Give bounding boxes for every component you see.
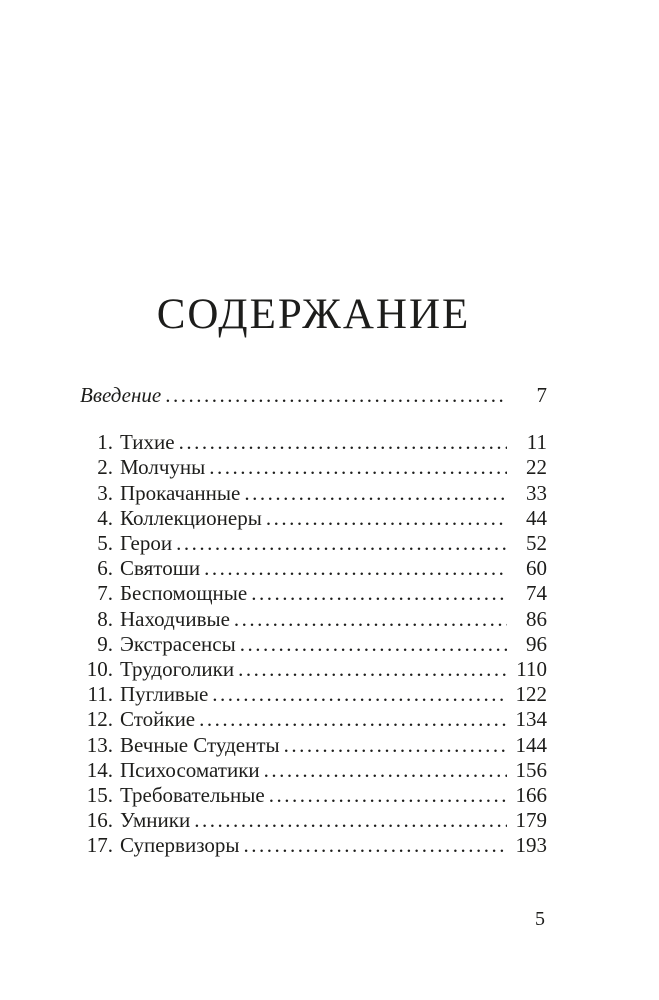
toc-entry-title: Супервизоры	[120, 833, 240, 858]
toc-entry	[80, 430, 547, 455]
toc-entry-page-number: 166	[515, 783, 547, 808]
toc-entry-page-number: 96	[526, 631, 547, 656]
toc-entry-number: 17.	[86, 833, 113, 858]
dot-leader	[165, 383, 507, 408]
toc-entry-title: Умники	[120, 808, 191, 833]
toc-entry	[80, 783, 547, 808]
toc-entry-title: Прокачанные	[120, 480, 241, 505]
toc-entry	[80, 632, 547, 657]
toc-entry-number: 14.	[86, 757, 113, 782]
toc-entry-title: Находчивые	[120, 606, 230, 631]
toc-entry-page-number: 134	[515, 707, 547, 732]
toc-entry-number: 4.	[97, 505, 113, 530]
toc-entry-number: 10.	[86, 657, 113, 682]
toc-entry-number: 1.	[97, 430, 113, 455]
toc-entry-number: 13.	[86, 732, 113, 757]
toc-entry-page-number: 179	[515, 808, 547, 833]
toc-entry-title: Экстрасенсы	[120, 631, 236, 656]
toc-entry	[80, 481, 547, 506]
dot-leader	[209, 455, 507, 480]
toc-entry-number: 3.	[97, 480, 113, 505]
toc-entry	[80, 506, 547, 531]
page-number: 5	[535, 908, 545, 930]
toc-entry-number: 2.	[97, 455, 113, 480]
dot-leader	[212, 682, 507, 707]
toc-entry-page-number: 144	[515, 732, 547, 757]
toc-entry-page-number: 44	[526, 505, 547, 530]
toc-entry	[80, 657, 547, 682]
dot-leader	[194, 808, 507, 833]
toc-entry-title: Требовательные	[120, 783, 265, 808]
toc-entry-page-number: 60	[526, 556, 547, 581]
toc-entry-title: Стойкие	[120, 707, 196, 732]
toc-entry	[80, 707, 547, 732]
toc-entry-page-number: 86	[526, 606, 547, 631]
toc-entry	[80, 733, 547, 758]
page-title: СОДЕРЖАНИЕ	[156, 291, 471, 338]
toc-entry	[80, 556, 547, 581]
dot-leader	[284, 733, 507, 758]
dot-leader	[266, 506, 507, 531]
dot-leader	[179, 430, 507, 455]
toc-entry-page-number: 52	[526, 531, 547, 556]
toc-entry-number: 8.	[97, 606, 113, 631]
toc-entry-title: Коллекционеры	[120, 505, 262, 530]
toc-chapter-entries	[80, 430, 547, 858]
dot-leader	[264, 758, 507, 783]
toc-entry	[80, 531, 547, 556]
dot-leader	[251, 581, 507, 606]
toc-entry-number: 12.	[86, 707, 113, 732]
toc-entry-page-number: 7	[536, 383, 547, 407]
toc-entry-title: Беспомощные	[120, 581, 248, 606]
toc-entry-title: Пугливые	[120, 682, 209, 707]
toc-entry-page-number: 22	[526, 455, 547, 480]
toc-entry-introduction	[80, 383, 547, 408]
toc-entry	[80, 758, 547, 783]
toc-entry-title: Трудоголики	[120, 657, 235, 682]
toc-entry-title: Герои	[120, 531, 173, 556]
toc-entry-title: Святоши	[120, 556, 201, 581]
dot-leader	[243, 833, 507, 858]
dot-leader	[234, 607, 507, 632]
toc-entry	[80, 682, 547, 707]
dot-leader	[240, 632, 507, 657]
toc-entry-number: 6.	[97, 556, 113, 581]
toc-entry-page-number: 74	[526, 581, 547, 606]
toc-entry-page-number: 122	[515, 682, 547, 707]
dot-leader	[244, 481, 507, 506]
toc-entry-number: 16.	[86, 808, 113, 833]
toc-entry-number: 5.	[97, 531, 113, 556]
toc-entry-number: 9.	[97, 631, 113, 656]
toc-entry-page-number: 110	[516, 657, 547, 682]
toc-entry	[80, 581, 547, 606]
toc-entry-page-number: 11	[526, 430, 547, 455]
toc-entry-title: Тихие	[120, 430, 175, 455]
dot-leader	[269, 783, 507, 808]
toc-list	[80, 383, 547, 859]
toc-entry-page-number: 193	[515, 833, 547, 858]
toc-entry-number: 11.	[87, 682, 113, 707]
toc-entry-number: 7.	[97, 581, 113, 606]
dot-leader	[204, 556, 507, 581]
toc-entry-title: Вечные Студенты	[120, 732, 280, 757]
dot-leader	[238, 657, 507, 682]
toc-entry-number: 15.	[86, 783, 113, 808]
toc-entry-title: Психосоматики	[120, 757, 260, 782]
toc-entry	[80, 455, 547, 480]
toc-entry-page-number: 33	[526, 480, 547, 505]
toc-entry-page-number: 156	[515, 757, 547, 782]
dot-leader	[176, 531, 507, 556]
toc-entry	[80, 833, 547, 858]
toc-entry	[80, 808, 547, 833]
toc-entry-title: Введение	[80, 383, 162, 407]
toc-entry-title: Молчуны	[120, 455, 206, 480]
toc-entry	[80, 607, 547, 632]
dot-leader	[199, 707, 507, 732]
